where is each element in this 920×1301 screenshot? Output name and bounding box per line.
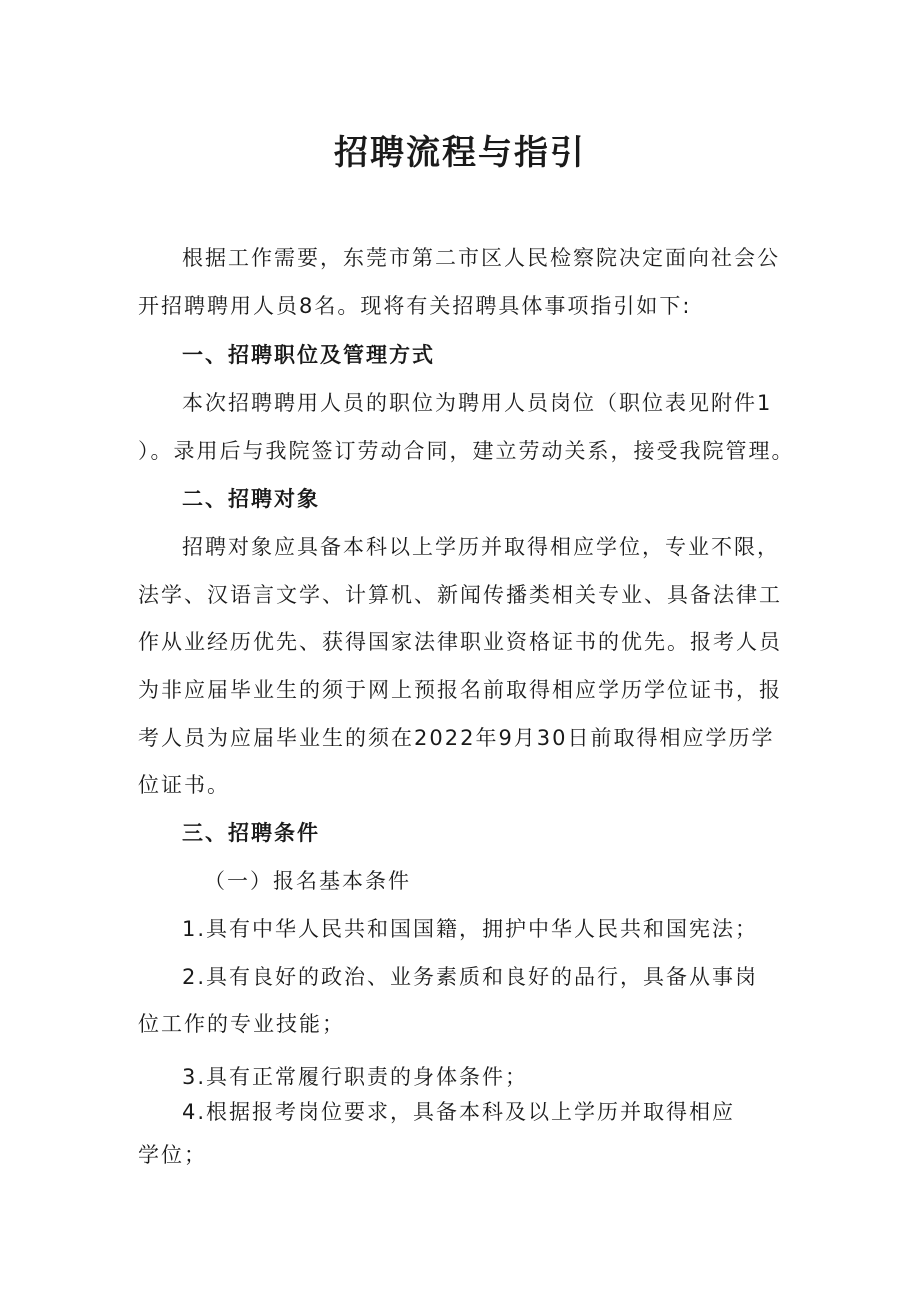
paragraph-2-line-3: 作从业经历优先、获得国家法律职业资格证书的优先。报考人员 <box>138 630 782 654</box>
page-title: 招聘流程与指引 <box>334 133 586 173</box>
subsection-heading-1: （一）报名基本条件 <box>204 869 411 893</box>
paragraph-2-line-4: 为非应届毕业生的须于网上预报名前取得相应学历学位证书，报 <box>138 678 782 702</box>
condition-item-4-line-1: 4.根据报考岗位要求，具备本科及以上学历并取得相应 <box>182 1100 736 1124</box>
paragraph-intro-line-2: 开招聘聘用人员8名。现将有关招聘具体事项指引如下: <box>138 294 692 318</box>
paragraph-2-line-2: 法学、汉语言文学、计算机、新闻传播类相关专业、具备法律工 <box>138 583 782 607</box>
condition-item-2-line-2: 位工作的专业技能； <box>138 1012 345 1036</box>
section-heading-2: 二、招聘对象 <box>182 487 320 511</box>
condition-item-1: 1.具有中华人民共和国国籍，拥护中华人民共和国宪法； <box>182 917 759 941</box>
paragraph-2-line-1: 招聘对象应具备本科以上学历并取得相应学位，专业不限， <box>182 535 780 559</box>
paragraph-1-line-1: 本次招聘聘用人员的职位为聘用人员岗位（职位表见附件1 <box>182 391 773 415</box>
section-heading-1: 一、招聘职位及管理方式 <box>182 343 435 367</box>
condition-item-3: 3.具有正常履行职责的身体条件； <box>182 1065 529 1089</box>
condition-item-2-line-1: 2.具有良好的政治、业务素质和良好的品行，具备从事岗 <box>182 965 759 989</box>
section-heading-3: 三、招聘条件 <box>182 821 320 845</box>
condition-item-4-line-2: 学位； <box>138 1143 207 1167</box>
paragraph-intro-line-1: 根据工作需要，东莞市第二市区人民检察院决定面向社会公 <box>182 246 780 270</box>
paragraph-1-line-2: ）。录用后与我院签订劳动合同，建立劳动关系，接受我院管理。 <box>138 439 795 463</box>
paragraph-2-line-5: 考人员为应届毕业生的须在2022年9月30日前取得相应学历学 <box>138 726 775 750</box>
paragraph-2-line-6: 位证书。 <box>138 773 230 797</box>
